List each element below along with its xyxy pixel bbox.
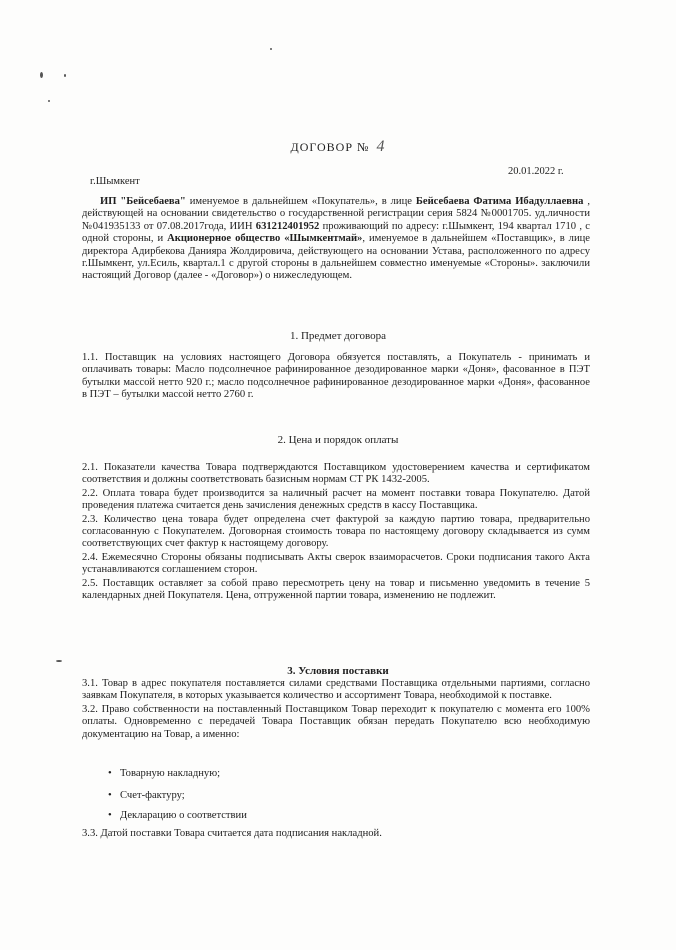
- section-2-title: 2. Цена и порядок оплаты: [277, 434, 399, 446]
- section-3-end: [82, 828, 590, 841]
- preamble: [82, 196, 590, 284]
- preamble-text-2: , действующей на основании свидетельство о государственной регистрации серия 5824 №0001705. уд.личности №041935133 от 07.08.2017года, ИИН: [82, 196, 590, 232]
- scan-speck: [48, 100, 50, 102]
- party1-iin: 631212401952: [255, 220, 320, 232]
- party2-name: Акционерное общество «Шымкентмай»: [167, 233, 363, 245]
- section-1: [82, 352, 590, 403]
- preamble-text-4: , именуемое в дальнейшем «Поставщик», в лице директора Адирбекова Данияра Жолдировича, действующего на основании Устава, расположенного по адресу г.Шымкент, ул.Есиль, квартал.1 с другой стороны в дальнейшем совместно именуемые «Стороны». заключили настоящий Договор (далее - «Договор») о нижеследующем.: [82, 233, 590, 282]
- clause-3-1: 3.1. Товар в адрес покупателя поставляется силами средствами Поставщика отдельными партиями, согласно заявкам Покупателя, в которых указывается количество и ассортимент Товара, необходимой к поставке.: [82, 678, 590, 702]
- list-item: • Товарную накладную;: [120, 768, 220, 779]
- clause-2-2: 2.2. Оплата товара будет производится за наличный расчет на момент поставки товара Покупателю. Датой проведения платежа считается день зачисления денежных средств в кассу Поставщика.: [82, 487, 590, 512]
- section-3-title: 3. Условия поставки: [287, 665, 389, 677]
- scan-speck: [270, 48, 272, 50]
- clause-2-5: 2.5. Поставщик оставляет за собой право пересмотреть цену на товар и письменно уведомить в течение 5 календарных дней Покупателя. Цена, отгруженной партии товара, изменению не подлежит.: [82, 577, 590, 602]
- clause-2-4: 2.4. Ежемесячно Стороны обязаны подписывать Акты сверок взаиморасчетов. Сроки подписания такого Акта устанавливаются соглашением сторон.: [82, 551, 590, 576]
- clause-2-3: 2.3. Количество цена товара будет определена счет фактурой за каждую партию товара, предварительно согласованную с Покупателем. Договорная стоимость товара по настоящему договору складывается из сумм соответствующих счет фактур к настоящему договору.: [82, 513, 590, 550]
- party1-name: ИП "Бейсебаева": [100, 196, 186, 207]
- clause-3-2: 3.2. Право собственности на поставленный Поставщиком Товар переходит к покупателю с момента его 100% оплаты. Одновременно с передачей Товара Поставщик обязан передать Покупателю всю необходимую документацию на Товар, а именно:: [82, 703, 590, 740]
- contract-number: 4: [376, 138, 386, 155]
- section-2: [82, 462, 590, 603]
- scan-speck: [40, 72, 43, 78]
- preamble-text-3: проживающий по адресу: г.Шымкент, 194 квартал 1710 , с одной стороны, и: [82, 220, 590, 245]
- party1-representative: Бейсебаева Фатима Ибадуллаевна: [415, 196, 584, 207]
- preamble-text-1: именуемое в дальнейшем «Покупатель», в лице: [185, 196, 416, 207]
- scan-speck: [64, 74, 66, 77]
- section-1-title: 1. Предмет договора: [289, 330, 386, 342]
- list-item: • Счет-фактуру;: [120, 790, 185, 801]
- clause-3-3: 3.3. Датой поставки Товара считается дата подписания накладной.: [82, 828, 382, 839]
- list-item: • Декларацию о соответствии: [120, 810, 247, 821]
- clause-1-1: 1.1. Поставщик на условиях настоящего Договора обязуется поставлять, а Покупатель - принимать и оплачивать товары: Масло подсолнечное рафинированное дезодированное марки «Доня», фасованное в ПЭТ бутылки массой нетто 920 г.; масло подсолнечное рафинированное дезодированное марки «Доня», фасованное в ПЭТ – бутылки массой нетто 2760 г.: [82, 352, 590, 401]
- scan-speck: [56, 660, 62, 662]
- contract-date: 20.01.2022 г.: [508, 166, 564, 177]
- document-title: [0, 138, 676, 156]
- section-3: [82, 678, 590, 742]
- clause-2-1: 2.1. Показатели качества Товара подтверждаются Поставщиком удостоверением качества и сертификатом соответствия и должны соответствовать базисным нормам СТ РК 1432-2005.: [82, 462, 590, 486]
- contract-city: г.Шымкент: [90, 176, 140, 187]
- title-text: ДОГОВОР №: [290, 140, 370, 154]
